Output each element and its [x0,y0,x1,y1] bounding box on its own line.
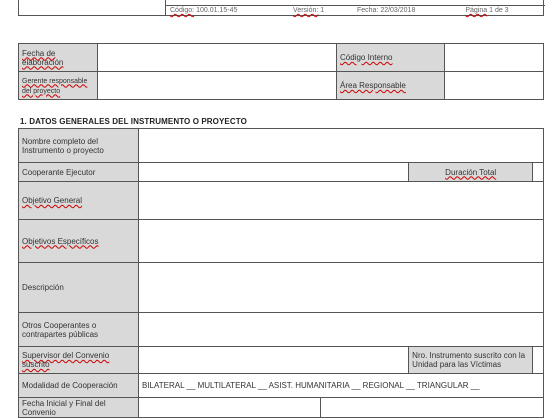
objetivos-especificos-label: Objetivos Específicos [19,220,139,263]
codigo-interno-label: Código Interno [337,44,445,72]
gerente-responsable-field[interactable] [98,72,337,100]
codigo-label: Código: [170,7,195,14]
header-meta [166,6,545,15]
objetivo-general-label: Objetivo General [19,182,139,220]
pagina-label: Página [465,7,488,14]
section-1-title: 1. DATOS GENERALES DEL INSTRUMENTO O PROYECTO [20,117,247,126]
codigo-interno-field[interactable] [445,44,544,72]
area-responsable-field[interactable] [445,72,544,100]
pagina-value: 1 de 3 [489,7,509,14]
header-left-cell [19,0,166,15]
general-data-table [18,128,544,418]
top-info-table [18,43,544,100]
descripcion-field[interactable] [139,263,544,313]
nombre-field[interactable] [139,129,544,163]
objetivo-general-field[interactable] [139,182,544,220]
nro-instrumento-field[interactable] [533,347,544,374]
document-header [18,0,544,16]
fecha-inicial-label: Fecha Inicial y Final del Convenio [19,398,139,418]
otros-cooperantes-label: Otros Cooperantes o contrapartes públicas [19,313,139,347]
fecha-elaboracion-label: Fecha de elaboración [19,44,98,72]
cooperante-field[interactable] [139,163,409,182]
fecha-elaboracion-field[interactable] [98,44,337,72]
nro-instrumento-label: Nro. Instrumento suscrito con la Unidad para las Víctimas [409,347,533,374]
cooperante-label: Cooperante Ejecutor [19,163,139,182]
supervisor-label: Supervisor del Convenio suscrito [19,347,139,374]
duracion-label: Duración Total [409,163,533,182]
fecha-final-field[interactable] [321,398,544,418]
objetivos-especificos-field[interactable] [139,220,544,263]
modalidad-options[interactable]: BILATERAL __ MULTILATERAL __ ASIST. HUMANITARIA __ REGIONAL __ TRIANGULAR __ [139,374,544,398]
version-value: 1 [320,7,325,14]
fecha-label: Fecha: [356,7,379,14]
fecha-value: 22/03/2018 [380,7,416,14]
area-responsable-label: Área Responsable [337,72,445,100]
descripcion-label: Descripción [19,263,139,313]
gerente-responsable-label: Gerente responsable del proyecto [19,72,98,100]
duracion-field[interactable] [533,163,544,182]
codigo-value: 100.01.15-45 [196,7,238,14]
modalidad-label: Modalidad de Cooperación [19,374,139,398]
nombre-label: Nombre completo del Instrumento o proyecto [19,129,139,163]
otros-cooperantes-field[interactable] [139,313,544,347]
supervisor-field[interactable] [139,347,409,374]
fecha-inicial-field[interactable] [139,398,321,418]
version-label: Versión: [293,7,319,14]
